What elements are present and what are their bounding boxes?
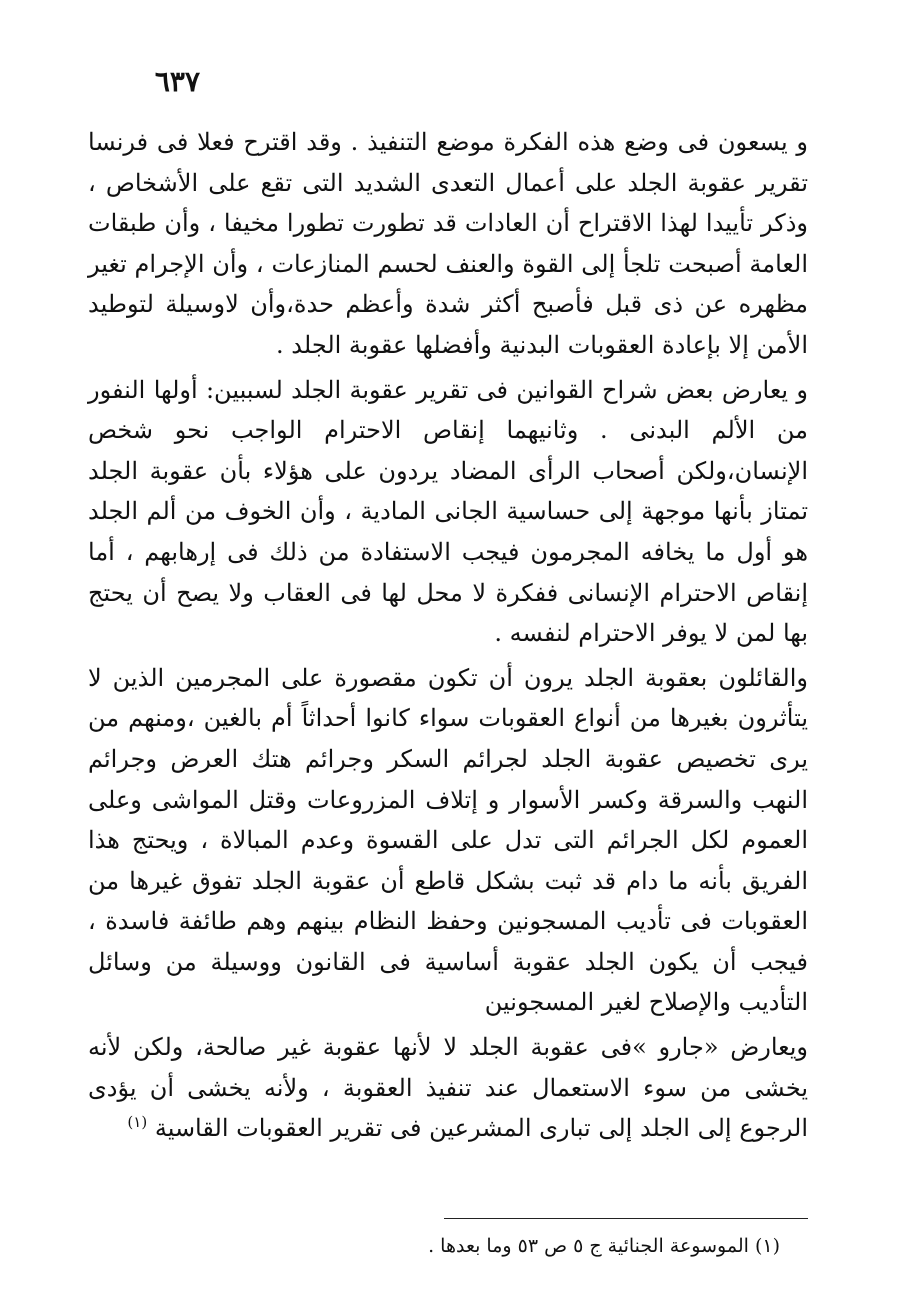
paragraph-4-text: ويعارض «جارو »فى عقوبة الجلد لا لأنها عقوبة غير صالحة، ولكن لأنه يخشى من سوء الاستعمال عند تنفيذ العقوبة ، ولأنه يخشى أن يؤدى الرجوع إلى الجلد إلى تبارى المشرعين فى تقرير العقوبات القاسية — [88, 1033, 808, 1143]
paragraph-4 — [88, 1027, 808, 1149]
footnote-divider — [444, 1218, 808, 1219]
paragraph-2: و يعارض بعض شراح القوانين فى تقرير عقوبة الجلد لسببين: أولها النفور من الألم البدنى . وثانيهما إنقاص الاحترام الواجب نحو شخص الإنسان،ولكن أصحاب الرأى المضاد يردون على هؤلاء بأن عقوبة الجلد تمتاز بأنها موجهة إلى حساسية الجانى المادية ، وأن الخوف من ألم الجلد هو أول ما يخافه المجرمون فيجب الاستفادة من ذلك فى إرهابهم ، أما إنقاص الاحترام الإنسانى ففكرة لا محل لها فى العقاب ولا يصح أن يحتج بها لمن لا يوفر الاحترام لنفسه . — [88, 375, 809, 648]
page-number: ٦٣٧ — [154, 65, 200, 98]
footnote: (١) الموسوعة الجنائية ج ٥ ص ٥٣ وما بعدها . — [428, 1235, 780, 1257]
footnote-marker: (١) — [127, 1113, 148, 1132]
paragraph-3: والقائلون بعقوبة الجلد يرون أن تكون مقصورة على المجرمين الذين لا يتأثرون بغيرها من أنواع العقوبات سواء كانوا أحداثاً أم بالغين ،ومنهم من يرى تخصيص عقوبة الجلد لجرائم السكر وجرائم هتك العرض وجرائم النهب والسرقة وكسر الأسوار و إتلاف المزروعات وقتل المواشى وعلى العموم لكل الجرائم التى تدل على القسوة وعدم المبالاة ، ويحتج هذا الفريق بأنه ما دام قد ثبت بشكل قاطع أن عقوبة الجلد تفوق غيرها من العقوبات فى تأديب المسجونين وحفظ النظام بينهم وهم طائفة فاسدة ، فيجب أن يكون الجلد عقوبة أساسية فى القانون ووسيلة من وسائل التأديب والإصلاح لغير المسجونين — [88, 663, 809, 1017]
paragraph-1: و يسعون فى وضع هذه الفكرة موضع التنفيذ . وقد اقترح فعلا فى فرنسا تقرير عقوبة الجلد على أعمال التعدى الشديد التى تقع على الأشخاص ، وذكر تأييدا لهذا الاقتراح أن العادات قد تطورت تطورا مخيفا ، وأن طبقات العامة أصبحت تلجأ إلى القوة والعنف لحسم المنازعات ، وأن الإجرام تغير مظهره عن ذى قبل فأصبح أكثر شدة وأعظم حدة،وأن لاوسيلة لتوطيد الأمن إلا بإعادة العقوبات البدنية وأفضلها عقوبة الجلد . — [88, 128, 808, 359]
body-text — [88, 122, 808, 1153]
